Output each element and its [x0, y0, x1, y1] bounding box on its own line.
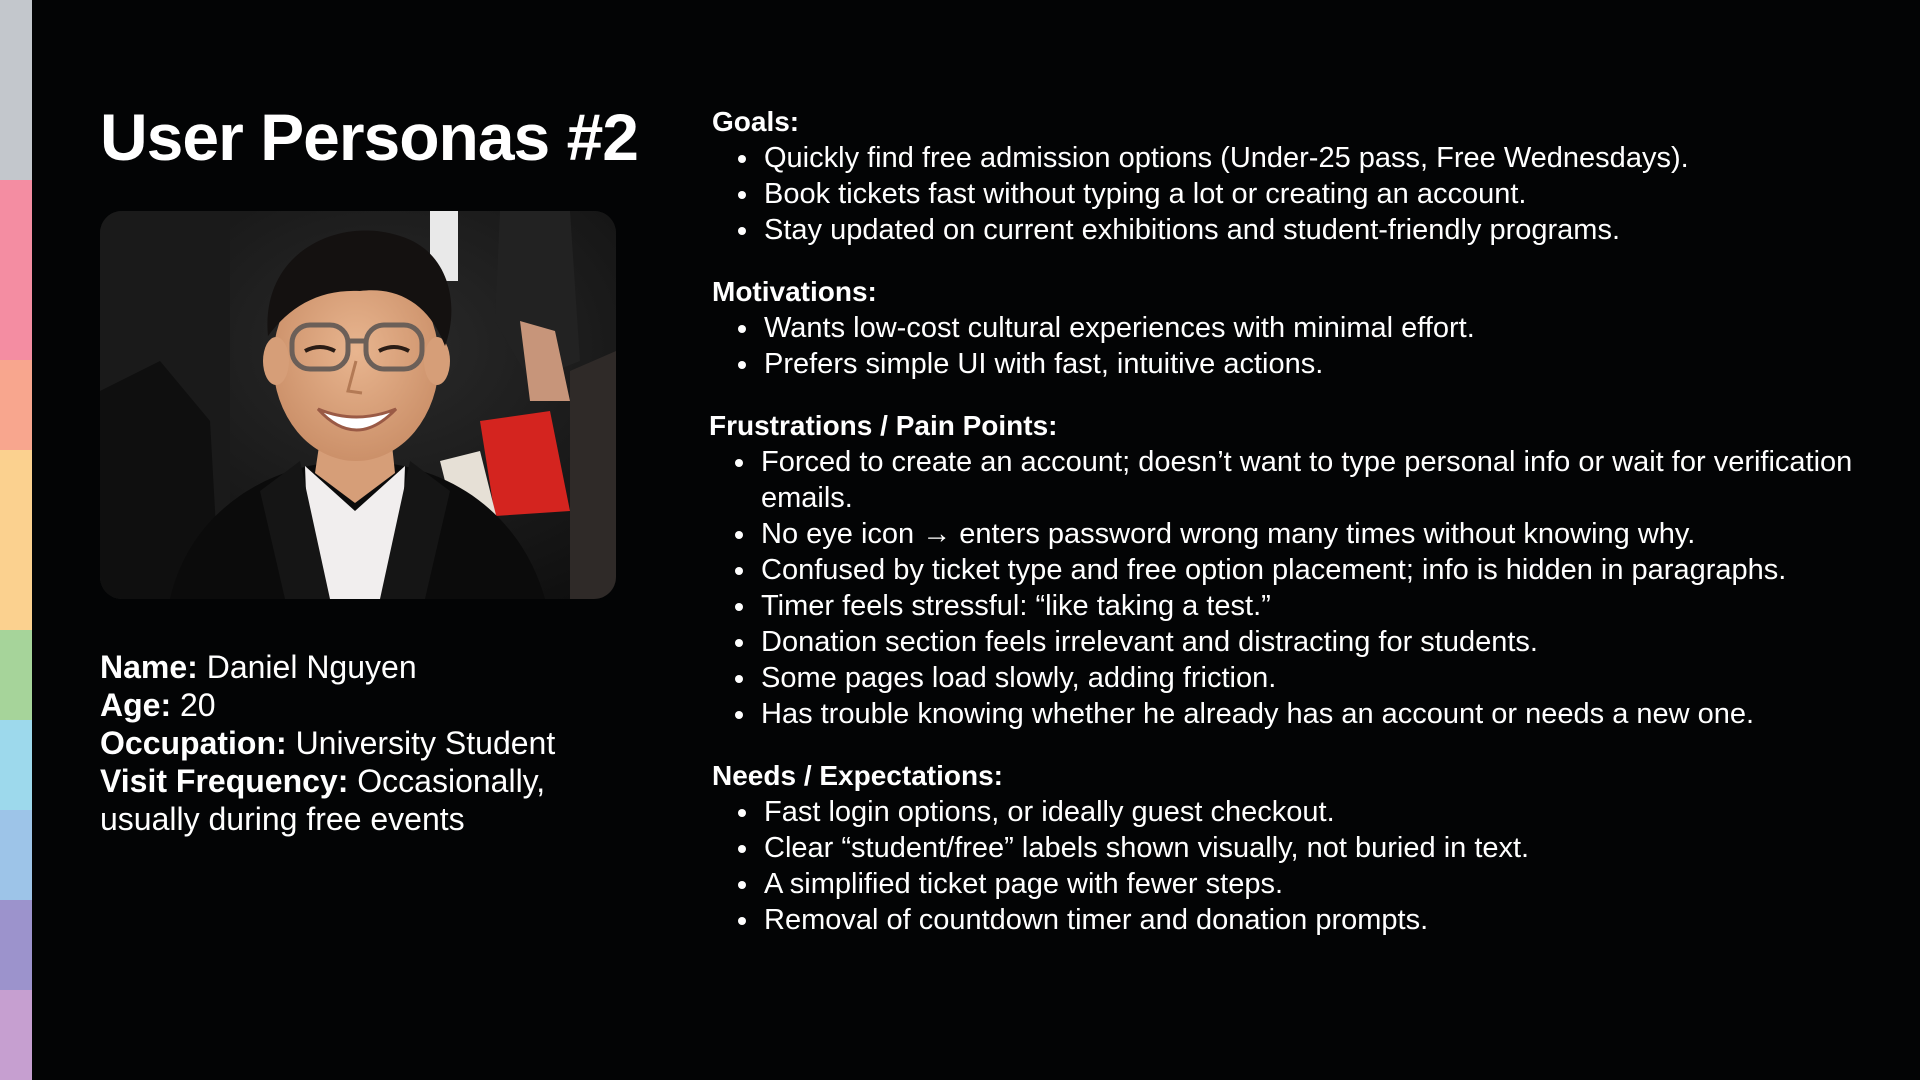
motivations-section	[712, 274, 1862, 382]
frustrations-section	[709, 408, 1862, 732]
color-strip	[0, 0, 32, 1080]
motivations-list	[712, 310, 1862, 382]
motivations-item: Wants low-cost cultural experiences with minimal effort.	[712, 310, 1862, 346]
frustrations-item: Forced to create an account; doesn’t want to type personal info or wait for verification emails.	[709, 444, 1862, 516]
frustrations-item: Confused by ticket type and free option placement; info is hidden in paragraphs.	[709, 552, 1862, 588]
profile-frequency-label: Visit Frequency:	[100, 763, 349, 799]
goals-item: Book tickets fast without typing a lot or creating an account.	[712, 176, 1862, 212]
profile-name-value: Daniel Nguyen	[206, 649, 417, 685]
needs-list	[712, 794, 1862, 938]
persona-photo-icon	[100, 211, 616, 599]
profile-occupation-label: Occupation:	[100, 725, 287, 761]
goals-list	[712, 140, 1862, 248]
motivations-item: Prefers simple UI with fast, intuitive actions.	[712, 346, 1862, 382]
color-strip-segment	[0, 990, 32, 1080]
color-strip-segment	[0, 630, 32, 720]
goals-section	[712, 104, 1862, 248]
color-strip-segment	[0, 360, 32, 450]
profile-frequency-value: Occasionally, usually during free events	[100, 763, 546, 837]
persona-photo	[100, 211, 616, 599]
page-title: User Personas #2	[100, 100, 639, 174]
frustrations-item: Some pages load slowly, adding friction.	[709, 660, 1862, 696]
needs-section	[712, 758, 1862, 938]
profile-name-row	[100, 648, 620, 686]
color-strip-segment	[0, 0, 32, 180]
frustrations-item: Donation section feels irrelevant and distracting for students.	[709, 624, 1862, 660]
profile-occupation-value: University Student	[295, 725, 556, 761]
color-strip-segment	[0, 810, 32, 900]
color-strip-segment	[0, 720, 32, 810]
profile-age-value: 20	[180, 687, 216, 723]
needs-item: Clear “student/free” labels shown visually, not buried in text.	[712, 830, 1862, 866]
frustrations-heading: Frustrations / Pain Points:	[709, 410, 1058, 441]
frustrations-list	[709, 444, 1862, 732]
needs-item: Fast login options, or ideally guest checkout.	[712, 794, 1862, 830]
color-strip-segment	[0, 900, 32, 990]
goals-heading: Goals:	[712, 106, 800, 137]
profile-age-row	[100, 686, 620, 724]
color-strip-segment	[0, 450, 32, 630]
persona-details	[709, 104, 1862, 964]
profile-age-label: Age:	[100, 687, 172, 723]
profile-frequency-row	[100, 762, 620, 838]
goals-item: Stay updated on current exhibitions and student-friendly programs.	[712, 212, 1862, 248]
needs-item: Removal of countdown timer and donation prompts.	[712, 902, 1862, 938]
profile-info	[100, 648, 620, 838]
color-strip-segment	[0, 180, 32, 360]
frustrations-item: Has trouble knowing whether he already has an account or needs a new one.	[709, 696, 1862, 732]
profile-name-label: Name:	[100, 649, 198, 685]
needs-item: A simplified ticket page with fewer steps.	[712, 866, 1862, 902]
motivations-heading: Motivations:	[712, 276, 877, 307]
goals-item: Quickly find free admission options (Under-25 pass, Free Wednesdays).	[712, 140, 1862, 176]
profile-occupation-row	[100, 724, 620, 762]
needs-heading: Needs / Expectations:	[712, 760, 1003, 791]
frustrations-item: No eye icon → enters password wrong many times without knowing why.	[709, 516, 1862, 552]
frustrations-item: Timer feels stressful: “like taking a test.”	[709, 588, 1862, 624]
